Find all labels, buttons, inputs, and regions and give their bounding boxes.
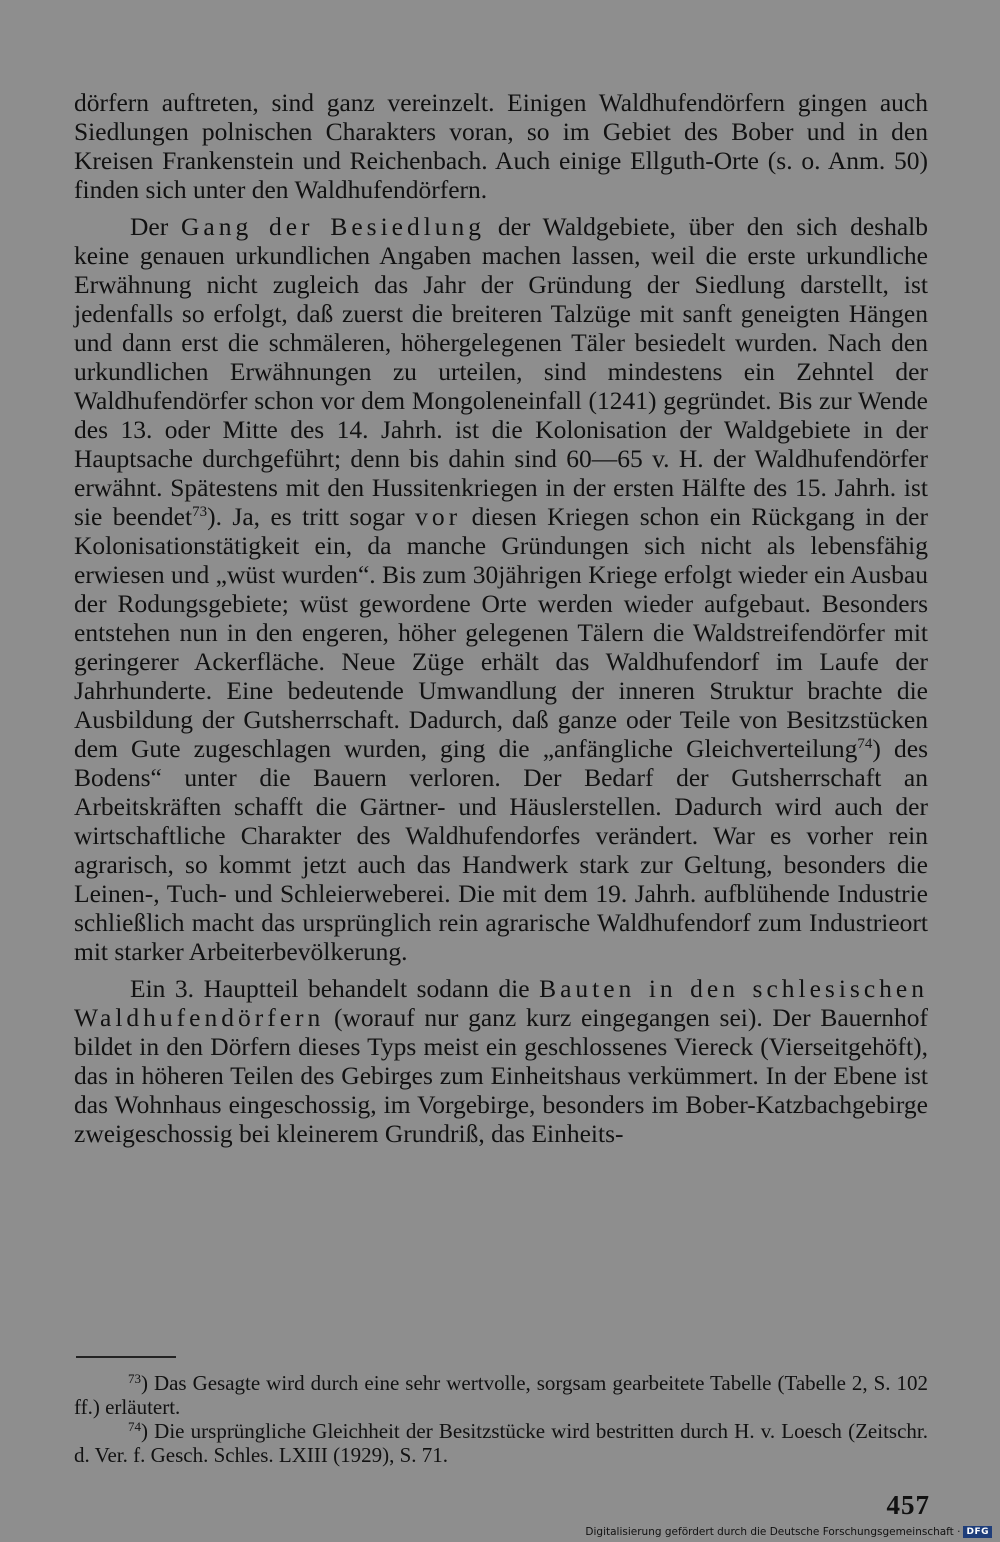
body-text: [74, 88, 928, 1148]
paragraph-3: [74, 974, 928, 1148]
emphasized-text: Gang der Besiedlung: [181, 212, 486, 241]
footnote-separator: [76, 1356, 176, 1358]
text-run: ) des Bodens“ unter die Bauern verloren. Der Bedarf der Gutsherrschaft an Arbeitskräften schafft die Gärtner- und Häuslerstellen. Dadurch wird auch der wirtschaftliche Charakter des Waldhufendorfes verändert. War es vorher rein agrarisch, so kommt jetzt auch das Handwerk stark zur Geltung, besonders die Leinen-, Tuch- und Schleierweberei. Die mit dem 19. Jahrh. aufblühende Industrie schließlich macht das ursprünglich rein agrarische Waldhufendorf zum Industrieort mit starker Arbeiterbevölkerung.: [74, 734, 928, 966]
footnotes: [74, 1371, 928, 1467]
footnote-reference: 74: [857, 736, 873, 752]
footnote-73: [74, 1371, 928, 1419]
text-run: Ein 3. Hauptteil behandelt sodann die: [130, 974, 540, 1003]
footnote-number: 74: [128, 1419, 141, 1434]
credit-text: Digitalisierung gefördert durch die Deutsche Forschungsgemeinschaft ·: [585, 1526, 961, 1538]
digitization-credit: [585, 1526, 992, 1538]
text-run: Der: [130, 212, 181, 241]
emphasized-text: vor: [415, 502, 462, 531]
text-run: (worauf nur ganz kurz eingegangen sei). Der Bauernhof bildet in den Dörfern dieses Typs meist ein geschlossenes Viereck (Vierseitgehöft), das in höheren Teilen des Gebirges zum Einheitshaus verkümmert. In der Ebene ist das Wohnhaus eingeschossig, im Vorgebirge, besonders im Bober-Katzbachgebirge zweigeschossig bei kleinerem Grundriß, das Einheits-: [74, 1003, 928, 1148]
footnote-text: ) Die ursprüngliche Gleichheit der Besitzstücke wird bestritten durch H. v. Loesch (Zeitschr. d. Ver. f. Gesch. Schles. LXIII (1929), S. 71.: [74, 1419, 928, 1467]
text-run: ). Ja, es tritt sogar: [207, 502, 416, 531]
text-run: diesen Kriegen schon ein Rückgang in der Kolonisationstätigkeit ein, da manche Gründungen sich nicht als lebensfähig erwiesen und „wüst wurden“. Bis zum 30jährigen Kriege erfolgt wieder ein Ausbau der Rodungsgebiete; wüst gewordene Orte werden wieder aufgebaut. Besonders entstehen nun in den engeren, höher gelegenen Tälern die Waldstreifendörfer mit geringerer Ackerfläche. Neue Züge erhält das Waldhufendorf im Laufe der Jahrhunderte. Eine bedeutende Umwandlung der inneren Struktur brachte die Ausbildung der Gutsherrschaft. Dadurch, daß ganze oder Teile von Besitzstücken dem Gute zugeschlagen wurden, ging die „anfängliche Gleichverteilung: [74, 502, 929, 763]
page-number: 457: [886, 1490, 930, 1520]
paragraph-2: [74, 212, 928, 966]
text-run: der Waldgebiete, über den sich deshalb keine genauen urkundlichen Angaben machen lassen, weil die erste urkundliche Erwähnung nicht zugleich das Jahr der Gründung der Siedlung darstellt, ist jedenfalls so erfolgt, daß zuerst die breiteren Talzüge mit sanft geneigten Hängen und dann erst die schmäleren, höhergelegenen Täler besiedelt wurden. Nach den urkundlichen Erwähnungen zu urteilen, sind mindestens ein Zehntel der Waldhufendörfer schon vor dem Mongoleneinfall (1241) gegründet. Bis zur Wende des 13. oder Mitte des 14. Jahrh. ist die Kolonisation der Waldgebiete in der Hauptsache durchgeführt; denn bis dahin sind 60—65 v. H. der Waldhufendörfer erwähnt. Spätestens mit den Hussitenkriegen in der ersten Hälfte des 15. Jahrh. ist sie beendet: [74, 212, 929, 531]
paragraph-1: [74, 88, 928, 204]
footnote-reference: 73: [192, 504, 208, 520]
footnote-74: [74, 1419, 928, 1467]
text-run: dörfern auftreten, sind ganz vereinzelt. Einigen Waldhufendörfern gingen auch Siedlungen polnischen Charakters voran, so im Gebiet des Bober und in den Kreisen Frankenstein und Reichenbach. Auch einige Ellguth-Orte (s. o. Anm. 50) finden sich unter den Waldhufendörfern.: [74, 88, 928, 204]
emphasized-text: Bauten in den schlesischen Waldhufendörfern: [74, 974, 928, 1032]
footnote-text: ) Das Gesagte wird durch eine sehr wertvolle, sorgsam gearbeitete Tabelle (Tabelle 2, S. 102 ff.) erläutert.: [74, 1371, 928, 1419]
footnote-number: 73: [128, 1371, 141, 1386]
dfg-logo: DFG: [963, 1526, 992, 1538]
